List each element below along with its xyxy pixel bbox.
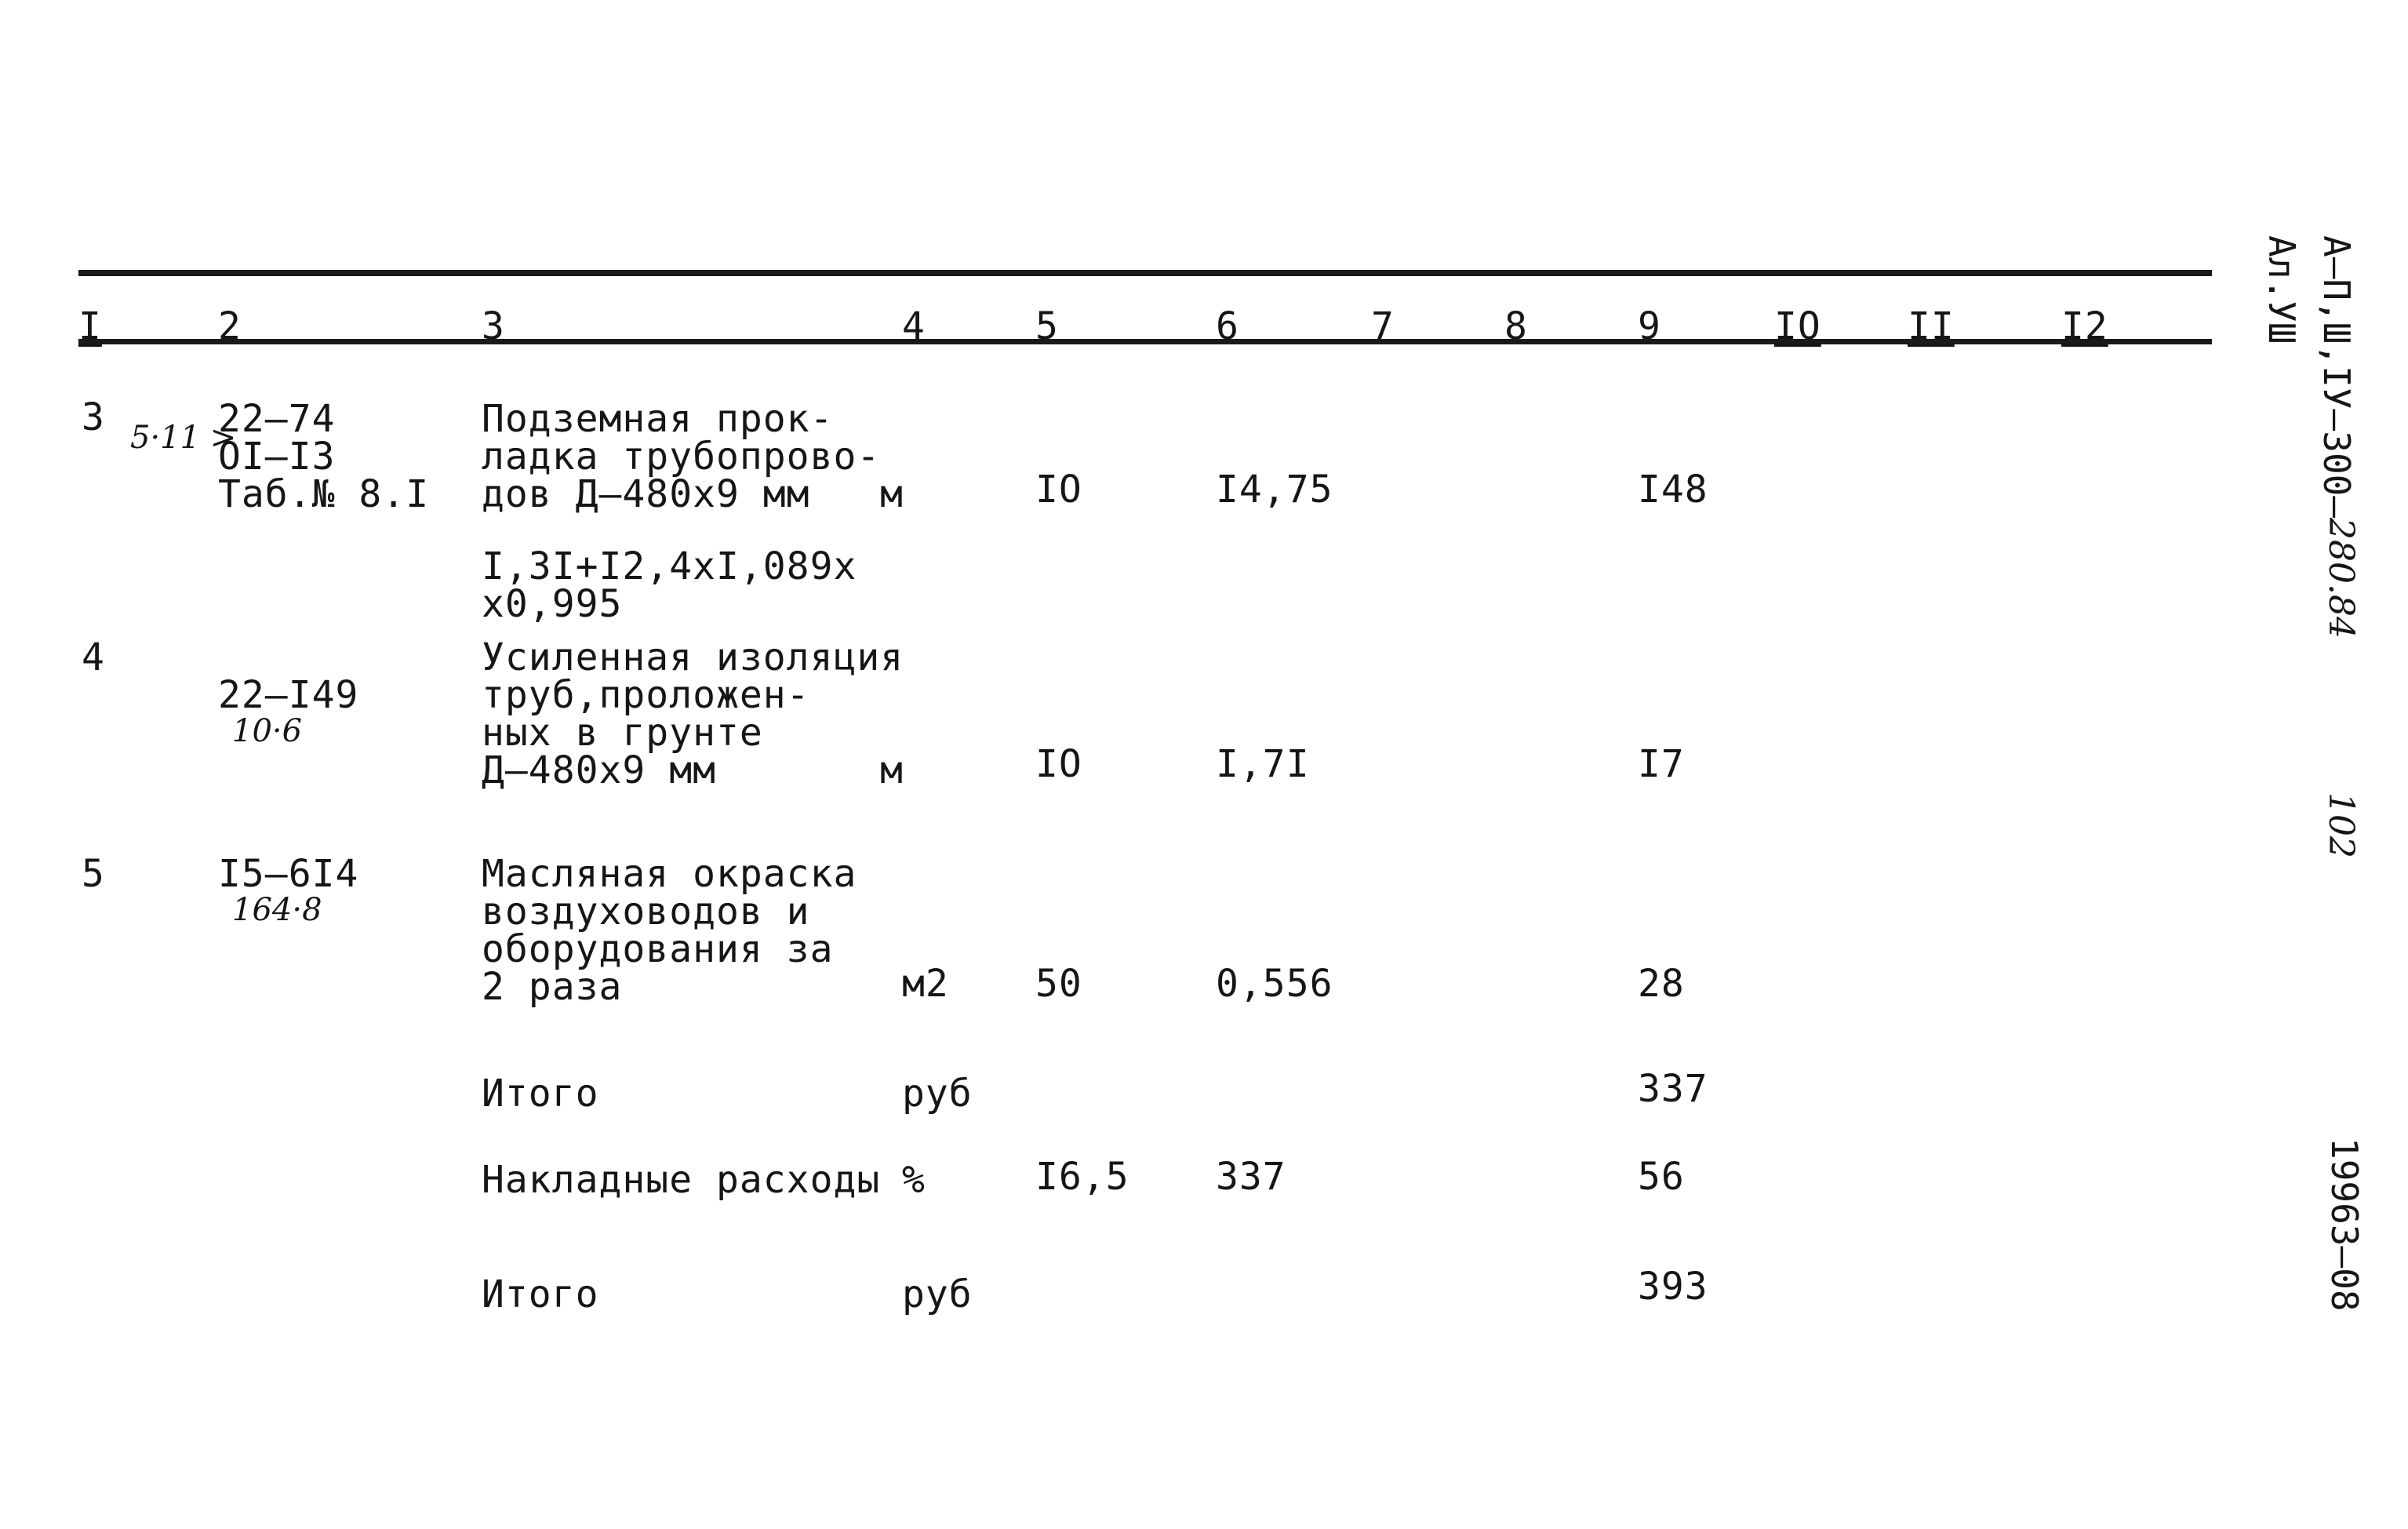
- table-top-rule: [78, 270, 2212, 276]
- price-cell: I,7I: [1216, 742, 1310, 786]
- quantity-cell: IO: [1035, 742, 1082, 786]
- norm-code-line: Таб.№ 8.I: [218, 472, 430, 516]
- total-cell: 28: [1638, 962, 1685, 1006]
- row-number: 5: [82, 852, 105, 896]
- unit-cell: м: [880, 748, 904, 792]
- total-cell: I48: [1638, 468, 1708, 511]
- summary-price: 337: [1216, 1155, 1286, 1199]
- description-line: ных в грунте: [482, 711, 763, 755]
- summary-total: 393: [1638, 1265, 1708, 1309]
- description-line: 2 раза: [482, 965, 623, 1009]
- description-line: Масляная окраска: [482, 852, 857, 896]
- column-header: I2: [2061, 304, 2108, 348]
- summary-total: 56: [1638, 1155, 1685, 1199]
- quantity-cell: IO: [1035, 468, 1082, 511]
- page-number: 102: [2321, 792, 2361, 858]
- handwritten-note: 5·11 >: [130, 420, 237, 456]
- column-header: II: [1908, 304, 1955, 348]
- column-header: 5: [1035, 304, 1059, 348]
- row-number: 3: [82, 395, 105, 439]
- column-header: 3: [482, 304, 505, 348]
- column-header: 8: [1504, 304, 1528, 348]
- norm-code-line: OI–I3: [218, 435, 336, 479]
- doc-code-handwritten: 280.84: [2321, 518, 2361, 639]
- formula-line: I,3I+I2,4хI,089х: [482, 544, 857, 588]
- norm-code-line: 22–I49: [218, 673, 359, 717]
- summary-total: 337: [1638, 1067, 1708, 1111]
- column-header: 2: [218, 304, 242, 348]
- column-header: 9: [1638, 304, 1661, 348]
- column-header: I: [78, 304, 102, 348]
- column-header: 7: [1371, 304, 1395, 348]
- norm-code-line: I5–6I4: [218, 852, 359, 896]
- unit-cell: м2: [902, 962, 949, 1006]
- unit-cell: м: [880, 472, 904, 516]
- handwritten-code: 164·8: [232, 892, 322, 928]
- norm-code-line: 22–74: [218, 397, 336, 441]
- description-line: ладка трубопрово-: [482, 435, 881, 479]
- row-number: 4: [82, 635, 105, 679]
- total-cell: I7: [1638, 742, 1685, 786]
- column-header: 6: [1216, 304, 1239, 348]
- summary-label: Итого: [482, 1072, 599, 1116]
- summary-quantity: I6,5: [1035, 1155, 1129, 1199]
- summary-label: Накладные расходы: [482, 1158, 881, 1202]
- column-header: 4: [902, 304, 926, 348]
- description-line: Д–480х9 мм: [482, 748, 716, 792]
- description-line: воздуховодов и: [482, 890, 810, 934]
- summary-unit: руб: [902, 1072, 973, 1116]
- inventory-number: 19963–08: [2323, 1138, 2366, 1312]
- formula-line: х0,995: [482, 582, 623, 626]
- album-stamp: Ал.УШ: [2261, 235, 2303, 344]
- price-cell: I4,75: [1216, 468, 1333, 511]
- description-line: Усиленная изоляция: [482, 635, 904, 679]
- description-line: оборудования за: [482, 927, 834, 971]
- summary-unit: руб: [902, 1272, 973, 1316]
- description-line: дов Д–480х9 мм: [482, 472, 810, 516]
- price-cell: 0,556: [1216, 962, 1333, 1006]
- description-line: Подземная прок-: [482, 397, 834, 441]
- handwritten-code: 10·6: [232, 713, 303, 749]
- summary-unit: %: [902, 1158, 926, 1202]
- header-bottom-rule: [78, 339, 2212, 344]
- summary-label: Итого: [482, 1272, 599, 1316]
- doc-code-stamp: А–П,Ш,IУ–300–: [2315, 235, 2358, 519]
- description-line: труб,проложен-: [482, 673, 810, 717]
- column-header: IO: [1774, 304, 1821, 348]
- quantity-cell: 50: [1035, 962, 1082, 1006]
